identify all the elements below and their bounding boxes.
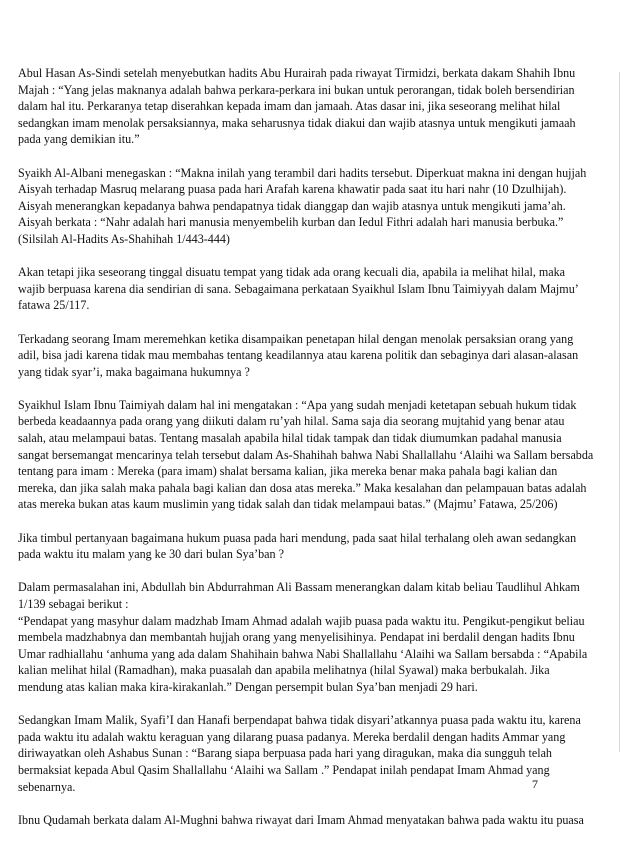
paragraph-imam-question: Terkadang seorang Imam meremehkan ketika disampaikan penetapan hilal dengan menolak persaksian orang yang adil, bisa jadi karena tidak mau membahas tentang keadilannya atau karena politik dan sebaginya dari alasan-alasan yang tidak syar’i, maka bagaimana hukumnya ? [18, 331, 579, 379]
paragraph-other-imams-opinion: Sedangkan Imam Malik, Syafi’I dan Hanafi berpendapat bahwa tidak disyari’atkannya puasa pada waktu itu, karena pada waktu itu adalah waktu keraguan yang dilarang puasa padanya. Mereka berdalil dengan hadits Ammar yang diriwayatkan oleh Ashabus Sunan : “Barang siapa berpuasa pada hari yang diragukan, maka dia sungguh telah bermaksiat kepada Abul Qasim Shallallahu ‘Alaihi wa Sallam .” Pendapat inilah pendapat Imam Ahmad yang sebenarnya. [18, 713, 581, 794]
paragraph-ibnu-qudamah: Ibnu Qudamah berkata dalam Al-Mughni bahwa riwayat dari Imam Ahmad menyatakan bahwa pada waktu itu puasa [18, 812, 584, 827]
right-margin-rule [619, 72, 620, 752]
paragraph-cloudy-day-question: Jika timbul pertanyaan bagaimana hukum puasa pada hari mendung, pada saat hilal terhalang oleh awan sedangkan pada waktu itu malam yang ke 30 dari bulan Sya’ban ? [18, 530, 577, 562]
paragraph-solitary-sighting: Akan tetapi jika seseorang tinggal disuatu tempat yang tidak ada orang kecuali dia, apabila ia melihat hilal, maka wajib berpuasa karena dia sendirian di sana. Sebagaimana perkataan Syaikhul Islam Ibnu Taimiyyah dalam Majmu’ fatawa 25/117. [18, 265, 579, 313]
paragraph-bassam-explanation: Dalam permasalahan ini, Abdullah bin Abdurrahman Ali Bassam menerangkan dalam kitab beliau Taudlihul Ahkam 1/139 sebagai berikut : “Pendapat yang masyhur dalam madzhab Imam Ahmad adalah wajib puasa pada waktu itu. Pengikut-pengikut beliau membela madzhabnya dan membantah hujjah orang yang menyelisihinya. Pendapat ini berdalil dengan hadits Ibnu Umar radhiallahu ‘anhuma yang ada dalam Shahihain bahwa Nabi Shallallahu ‘Alaihi wa Sallam bersabda : “Apabila kalian melihat hilal (Ramadhan), maka puasalah dan apabila melihatnya (hilal Syawal) maka berbukalah. Jika mendung atas kalian maka kira-kirakanlah.” Dengan persempit bulan Sya’ban menjadi 29 hari. [18, 580, 588, 694]
page-number: 7 [532, 777, 538, 791]
paragraph-albani-statement: Syaikh Al-Albani menegaskan : “Makna inilah yang terambil dari hadits tersebut. Diperkuat makna ini dengan hujjah Aisyah terhadap Masruq melarang puasa pada hari Arafah karena khawatir pada saat itu hari nahr (10 Dzulhijah). Aisyah menerangkan kepadanya bahwa pendapatnya tidak dianggap dan wajib atasnya untuk mengikuti jama’ah. Aisyah berkata : “Nahr adalah hari manusia menyembelih kurban dan Iedul Fithri adalah hari manusia berbuka.” (Silsilah Al-Hadits As-Shahihah 1/443-444) [18, 165, 587, 246]
paragraph-sindi-commentary: Abul Hasan As-Sindi setelah menyebutkan hadits Abu Hurairah pada riwayat Tirmidzi, berkata dakam Shahih Ibnu Majah : “Yang jelas maknanya adalah bahwa perkara-perkara ini bukan untuk perorangan, tidak boleh bersendirian dalam hal itu. Perkaranya tetap diserahkan kepada imam dan jamaah. Atas dasar ini, jika seseorang melihat hilal sedangkan imam menolak persaksiannya, maka seharusnya tidak diakui dan wajib atasnya untuk mengikuti jamaah pada yang demikian itu.” [18, 66, 576, 147]
document-body [18, 65, 618, 845]
paragraph-ibnu-taimiyah-statement: Syaikhul Islam Ibnu Taimiyah dalam hal ini mengatakan : “Apa yang sudah menjadi ketetapan sebuah hukum tidak berbeda keadaannya pada orang yang diikuti dalam ru’yah hilal. Sama saja dia seorang mujtahid yang benar atau salah, atau melampaui batas. Tentang masalah apabila hilal tidak tampak dan tidak diumumkan padahal manusia sangat bersemangat mencarinya telah tersebut dalam As-Shahihah bahwa Nabi Shallallahu ‘Alaihi wa Sallam bersabda tentang para imam : Mereka (para imam) shalat bersama kalian, jika mereka benar maka pahala bagi kalian dan mereka, dan jika salah maka pahala bagi kalian dan dosa atas mereka.” Maka kesalahan dan pelampauan batas adalah atas mereka bukan atas kaum muslimin yang tidak salah dan tidak melampaui batas.” (Majmu’ Fatawa, 25/206) [18, 397, 594, 512]
